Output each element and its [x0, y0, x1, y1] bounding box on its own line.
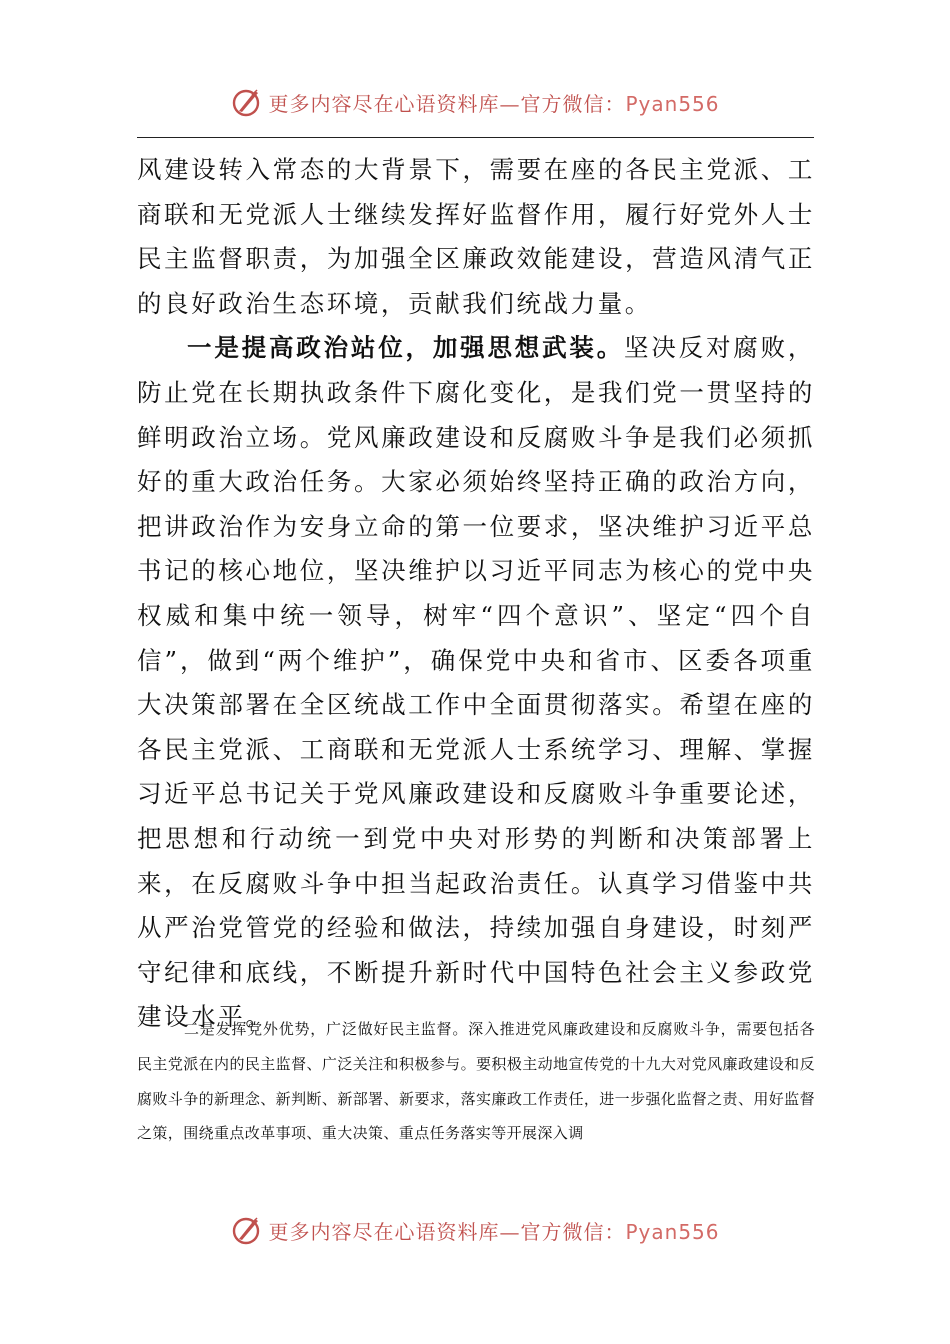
section-one-heading: 一是提高政治站位，加强思想武装。 [187, 333, 625, 363]
quill-circle-icon [230, 85, 264, 119]
footer-wechat-id: Pyan556 [625, 1219, 720, 1244]
paragraph-section-two: 二是发挥党外优势，广泛做好民主监督。深入推进党风廉政建设和反腐败斗争，需要包括各民主党派在内的民主监督、广泛关注和积极参与。要积极主动地宣传党的十九大对党风廉政建设和反腐败斗争的新理念、新判断、新部署、新要求，落实廉政工作责任，进一步强化监督之责、用好监督之策，围绕重点改革事项、重大决策、重点任务落实等开展深入调 [137, 1020, 815, 1143]
banner-text [268, 88, 719, 117]
header-divider [137, 137, 814, 138]
footer-main-text: 更多内容尽在心语资料库—官方微信： [268, 1219, 626, 1244]
paragraph-section-one [137, 326, 815, 1040]
header-banner [0, 80, 950, 124]
document-body [137, 148, 815, 1040]
banner-main-text: 更多内容尽在心语资料库—官方微信： [268, 91, 626, 116]
section-one-text: 坚决反对腐败，防止党在长期执政条件下腐化变化，是我们党一贯坚持的鲜明政治立场。党风廉政建设和反腐败斗争是我们必须抓好的重大政治任务。大家必须始终坚持正确的政治方向，把讲政治作为安身立命的第一位要求，坚决维护习近平总书记的核心地位，坚决维护以习近平同志为核心的党中央权威和集中统一领导，树牢“四个意识”、坚定“四个自信”，做到“两个维护”，确保党中央和省市、区委各项重大决策部署在全区统战工作中全面贯彻落实。希望在座的各民主党派、工商联和无党派人士系统学习、理解、掌握习近平总书记关于党风廉政建设和反腐败斗争重要论述，把思想和行动统一到党中央对形势的判断和决策部署上来，在反腐败斗争中担当起政治责任。认真学习借鉴中共从严治党管党的经验和做法，持续加强自身建设，时刻严守纪律和底线，不断提升新时代中国特色社会主义参政党建设水平。 [137, 333, 815, 1032]
wechat-id: Pyan556 [625, 91, 720, 116]
footer-banner-text [268, 1216, 719, 1245]
footer-banner [0, 1208, 950, 1252]
quill-circle-icon [230, 1213, 264, 1247]
paragraph-continued: 风建设转入常态的大背景下，需要在座的各民主党派、工商联和无党派人士继续发挥好监督作用，履行好党外人士民主监督职责，为加强全区廉政效能建设，营造风清气正的良好政治生态环境，贡献我们统战力量。 [137, 155, 815, 318]
